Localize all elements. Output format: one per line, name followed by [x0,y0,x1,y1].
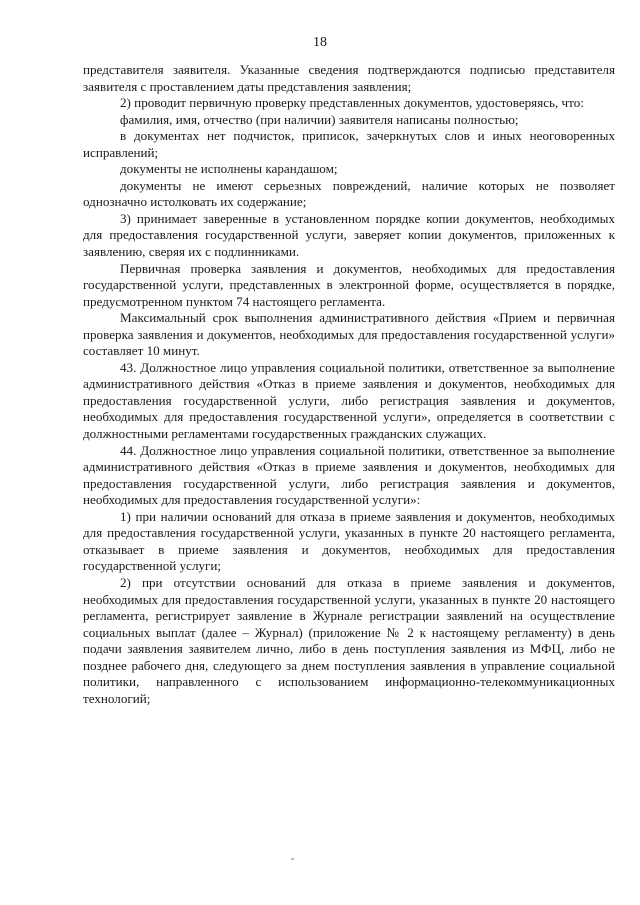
paragraph: 1) при наличии оснований для отказа в приеме заявления и документов, необходимых для предоставления государственной услуги, указанных в пункте 20 настоящего регламента, отказывает в приеме заявления и документов, необходимых для предоставления государственной услуги; [83,508,615,574]
paragraph: 2) проводит первичную проверку представленных документов, удостоверяясь, что: [120,95,584,111]
paragraph: фамилия, имя, отчество (при наличии) заявителя написаны полностью; [120,111,519,127]
paragraph: Максимальный срок выполнения административного действия «Прием и первичная проверка заявления и документов, необходимых для предоставления государственной услуги» составляет 10 минут. [83,310,615,359]
paragraph: 2) при отсутствии оснований для отказа в приеме заявления и документов, необходимых для предоставления государственной услуги, указанных в пункте 20 настоящего регламента, регистрирует заявление в Журнале регистрации заявлений на осуществление социальных выплат (далее – Журнал) (приложение № 2 к настоящему регламенту) в день подачи заявления заявителем лично, либо в день поступления заявления из МФЦ, либо не позднее рабочего дня, следующего за днем поступления заявления в управление социальной политики, направленного с использованием информационно-телекоммуникационных технологий; [83,574,615,706]
scan-speck [291,858,294,860]
paragraph: представителя заявителя. Указанные сведения подтверждаются подписью представителя заявителя с проставлением даты представления заявления; [83,62,615,94]
paragraph: документы не исполнены карандашом; [120,161,338,177]
paragraph: 3) принимает заверенные в установленном порядке копии документов, необходимых для предоставления государственной услуги, заверяет копии документов, приложенных к заявлению, сверяя их с подлинниками. [83,210,615,260]
paragraph: документы не имеют серьезных повреждений, наличие которых не позволяет однозначно истолковать их содержание; [83,177,615,210]
paragraph: Первичная проверка заявления и документов, необходимых для предоставления государственной услуги, представленных в электронной форме, осуществляется в порядке, предусмотренном пунктом 74 настоящего регламента. [83,260,615,309]
page-number: 18 [313,35,327,50]
paragraph: 44. Должностное лицо управления социальной политики, ответственное за выполнение административного действия «Отказ в приеме заявления и документов, необходимых для предоставления государственной услуги, либо регистрация заявления и документов, необходимых для предоставления государственной услуги»: [83,442,615,508]
paragraph: в документах нет подчисток, приписок, зачеркнутых слов и иных неоговоренных исправлений; [83,128,615,160]
paragraph: 43. Должностное лицо управления социальной политики, ответственное за выполнение административного действия «Отказ в приеме заявления и документов, необходимых для предоставления государственной услуги, либо регистрация заявления и документов, необходимых для предоставления государственной услуги», определяется в соответствии с должностными регламентами государственных гражданских служащих. [83,359,615,442]
document-body [83,62,615,707]
